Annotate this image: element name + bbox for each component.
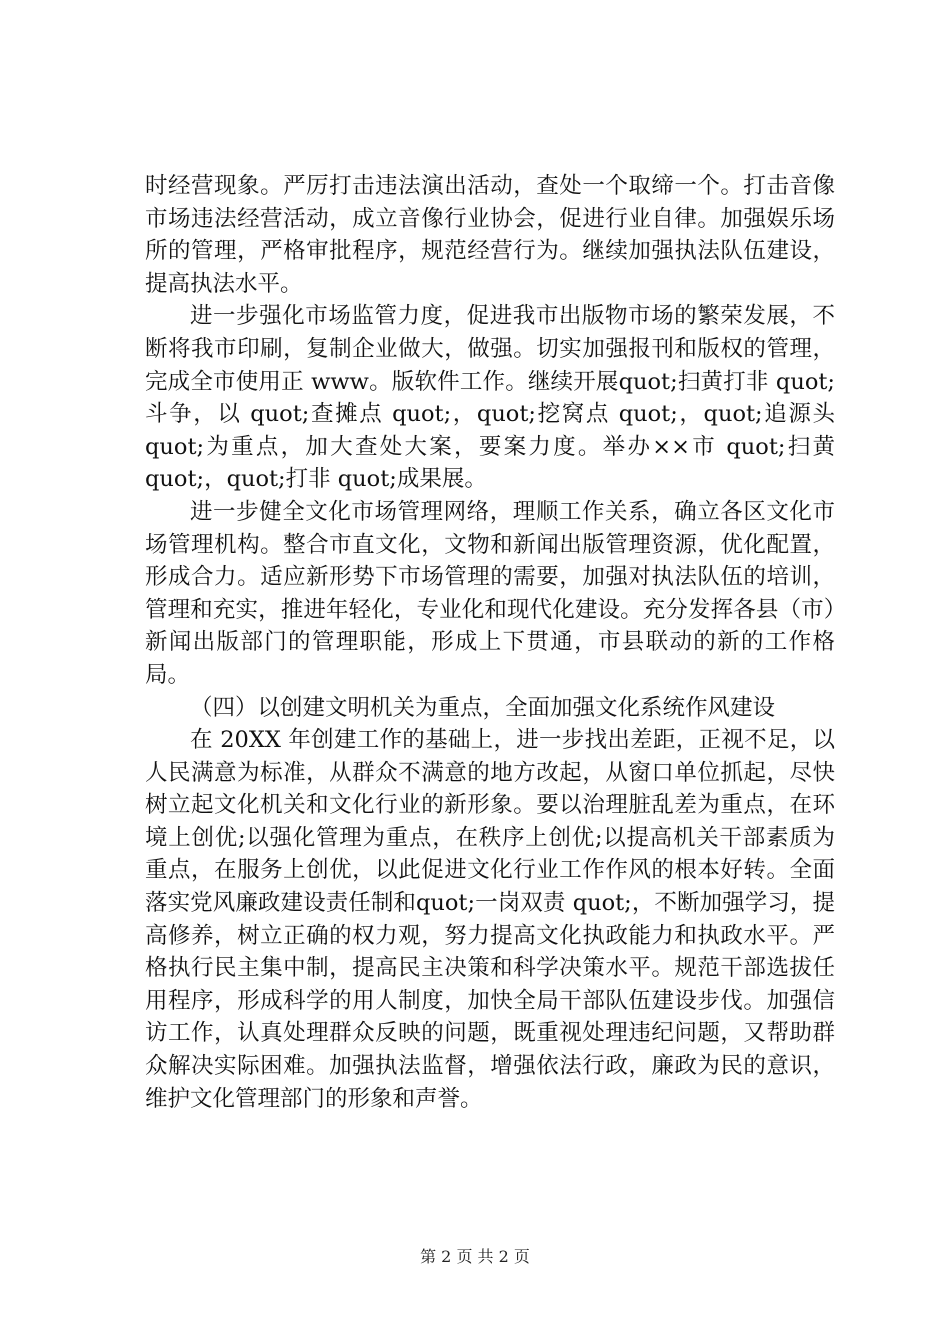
- page-footer: 第 2 页 共 2 页: [420, 1247, 530, 1266]
- paragraph-2: 进一步强化市场监管力度，促进我市出版物市场的繁荣发展，不断将我市印刷，复制企业做大，做强。切实加强报刊和版权的管理，完成全市使用正 www。版软件工作。继续开展quot;扫黄打非 quot;斗争，以 quot;查摊点 quot;，quot;挖窝点 quot;，quot;追源头 quot;为重点，加大查处大案，要案力度。举办××市 quot;扫黄 quot;，quot;打非 quot;成果展。: [145, 303, 835, 493]
- paragraph-1: 时经营现象。严厉打击违法演出活动，查处一个取缔一个。打击音像市场违法经营活动，成立音像行业协会，促进行业自律。加强娱乐场所的管理，严格审批程序，规范经营行为。继续加强执法队伍建设，提高执法水平。: [145, 173, 835, 297]
- section-heading: （四）以创建文明机关为重点，全面加强文化系统作风建设: [190, 694, 776, 721]
- paragraph-3: 进一步健全文化市场管理网络，理顺工作关系，确立各区文化市场管理机构。整合市直文化，文物和新闻出版管理资源，优化配置，形成合力。适应新形势下市场管理的需要，加强对执法队伍的培训，管理和充实，推进年轻化，专业化和现代化建设。充分发挥各县（市）新闻出版部门的管理职能，形成上下贯通，市县联动的新的工作格局。: [145, 498, 835, 688]
- document-body: [145, 170, 835, 1115]
- paragraph-4: 在 20XX 年创建工作的基础上，进一步找出差距，正视不足，以人民满意为标准，从群众不满意的地方改起，从窗口单位抓起，尽快树立起文化机关和文化行业的新形象。要以治理脏乱差为重点，在环境上创优;以强化管理为重点，在秩序上创优;以提高机关干部素质为重点，在服务上创优，以此促进文化行业工作作风的根本好转。全面落实党风廉政建设责任制和quot;一岗双责 quot;，不断加强学习，提高修养，树立正确的权力观，努力提高文化执政能力和执政水平。严格执行民主集中制，提高民主决策和科学决策水平。规范干部选拔任用程序，形成科学的用人制度，加快全局干部队伍建设步伐。加强信访工作，认真处理群众反映的问题，既重视处理违纪问题，又帮助群众解决实际困难。加强执法监督，增强依法行政，廉政为民的意识，维护文化管理部门的形象和声誉。: [145, 727, 835, 1112]
